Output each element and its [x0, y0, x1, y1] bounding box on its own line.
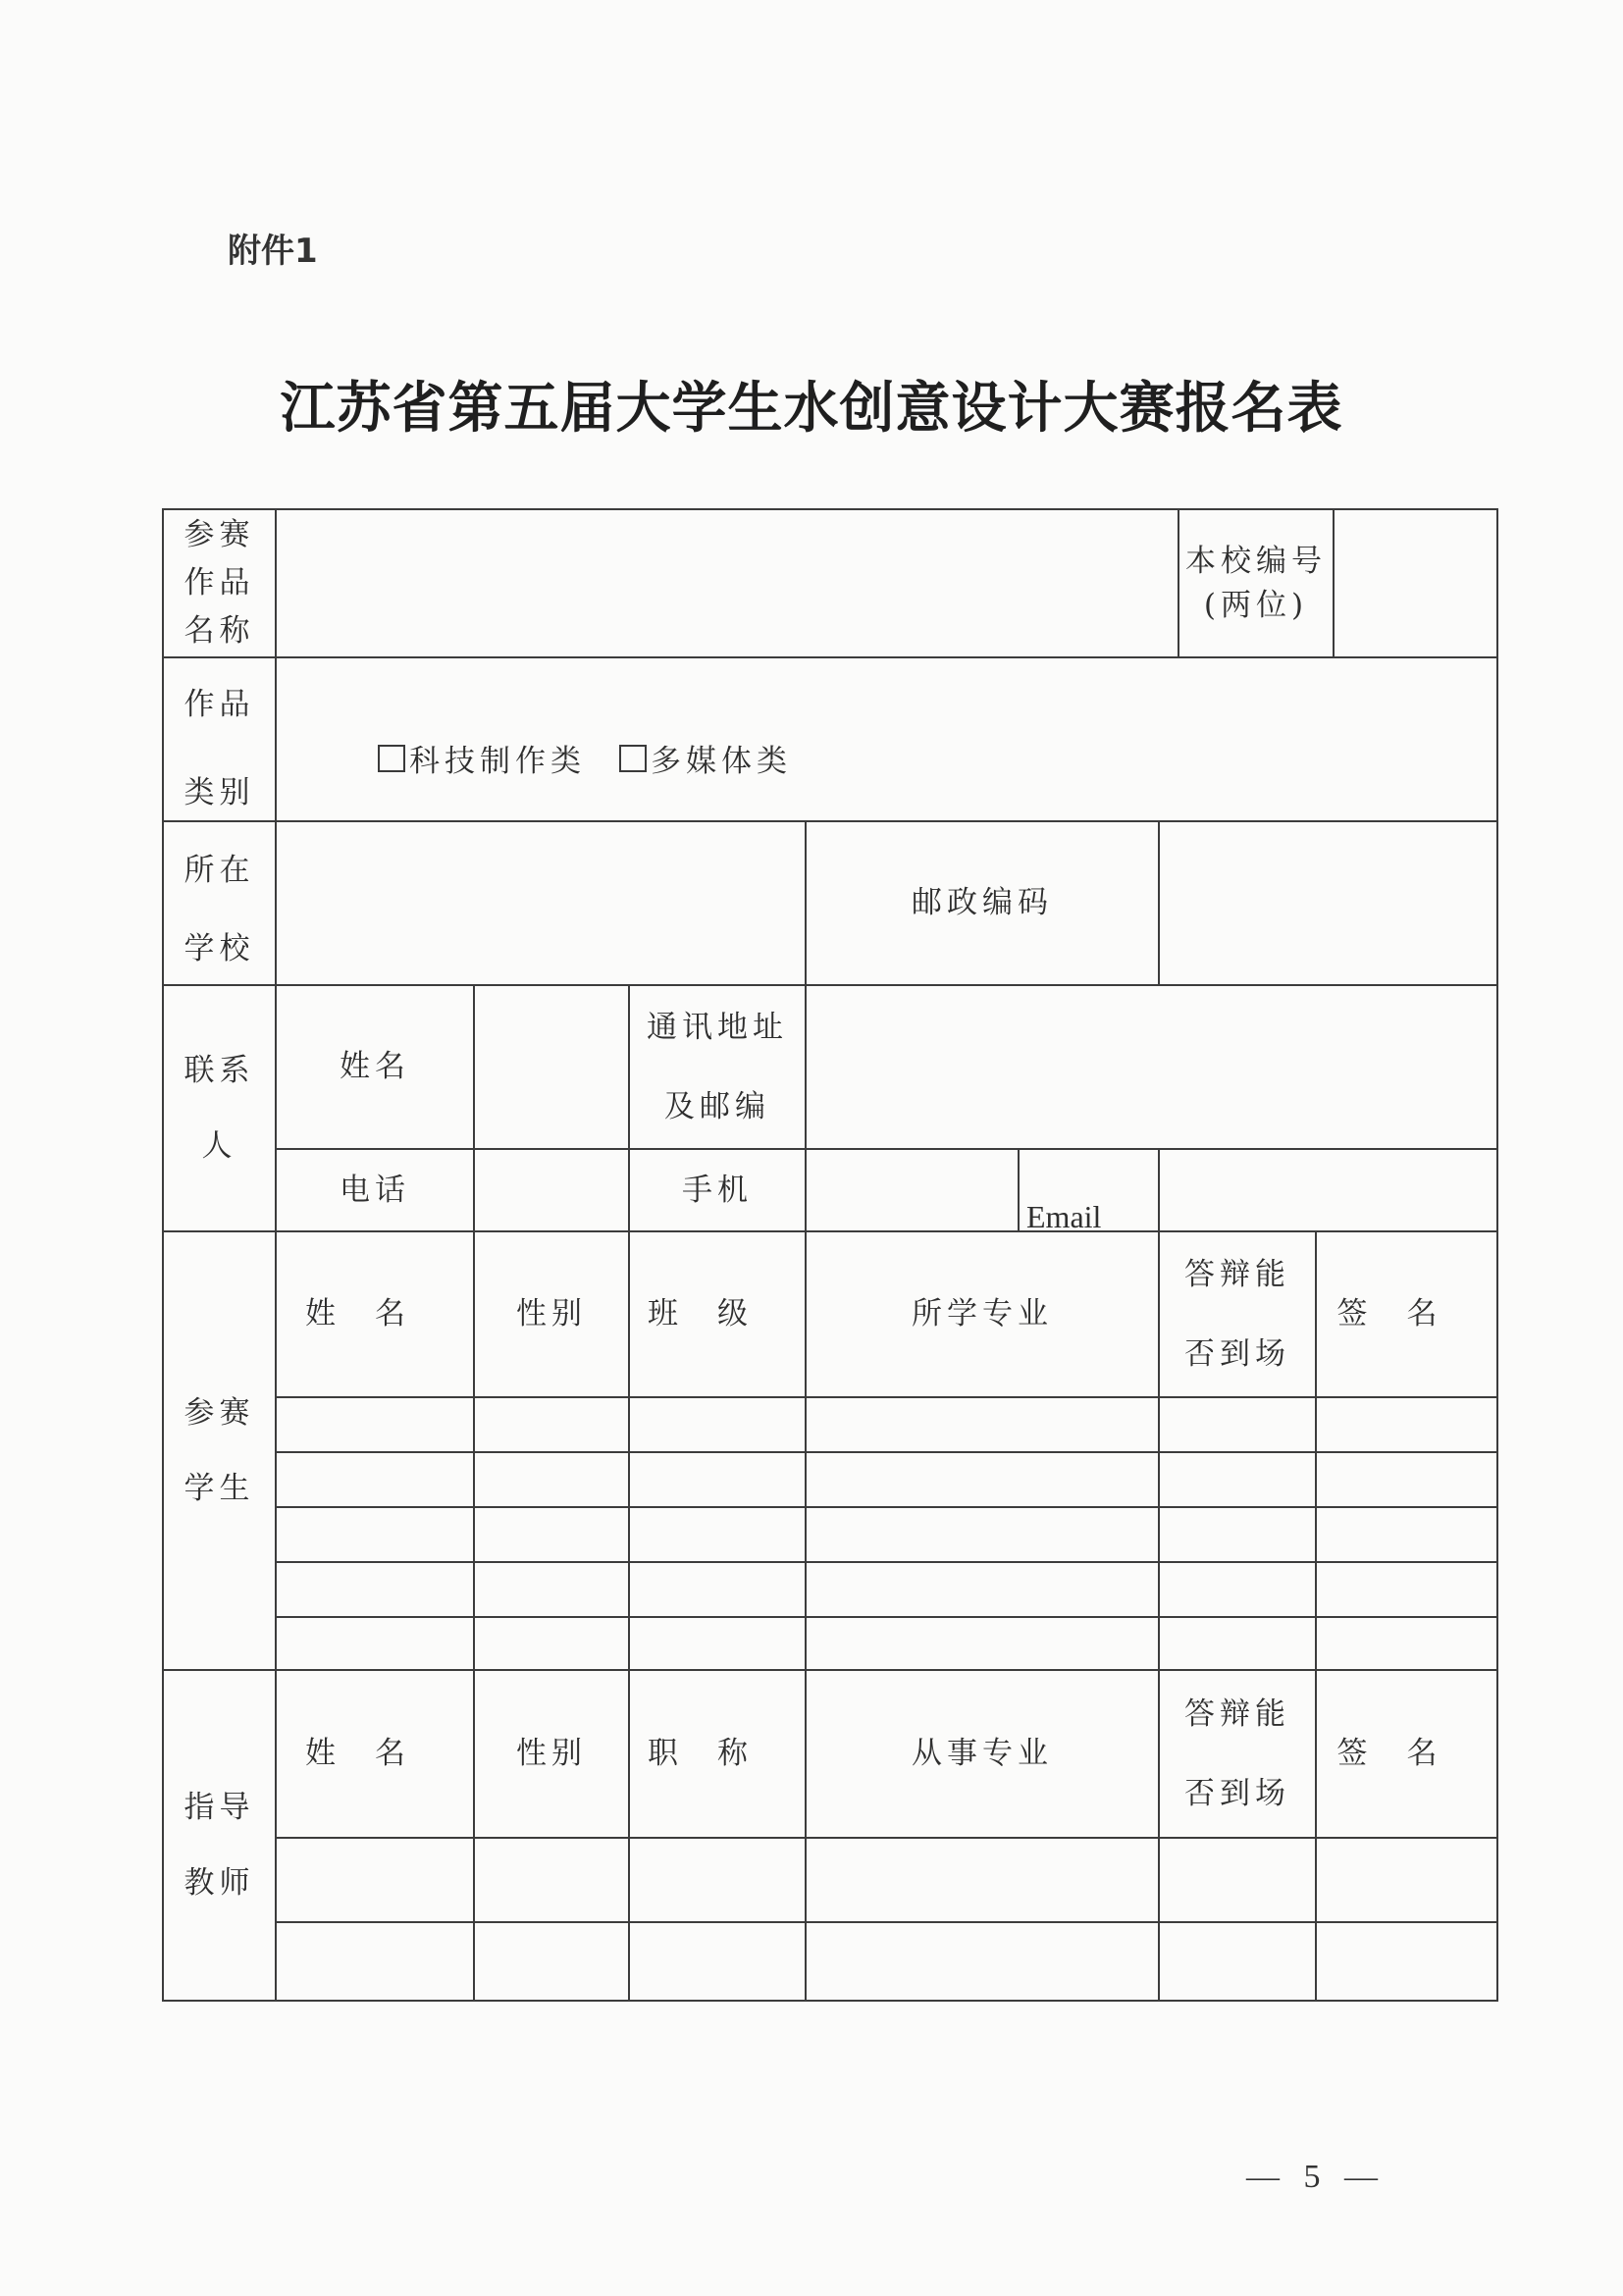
rule — [275, 1451, 1496, 1453]
address-field[interactable] — [807, 986, 1496, 1148]
option-tech[interactable] — [378, 736, 586, 780]
label-line: 学校 — [183, 931, 255, 966]
label-line: 及邮编 — [664, 1088, 770, 1124]
address-label — [630, 986, 805, 1148]
school-label — [164, 822, 275, 984]
mobile-field[interactable] — [807, 1150, 1018, 1230]
teachers-header-gender: 性别 — [516, 1736, 587, 1771]
phone-label: 电话 — [340, 1172, 410, 1208]
postcode-label: 邮政编码 — [912, 885, 1053, 920]
teachers-header-title: 职称 — [648, 1736, 787, 1771]
students-label — [164, 1232, 275, 1669]
label-line: 否到场 — [1184, 1775, 1290, 1811]
school-code-field[interactable] — [1335, 510, 1496, 656]
teachers-header-name: 姓名 — [305, 1736, 445, 1771]
work-name-field[interactable] — [277, 510, 1178, 656]
form-title: 江苏省第五届大学生水创意设计大赛报名表 — [280, 376, 1343, 441]
work-name-label — [164, 510, 275, 656]
rule — [275, 1561, 1496, 1563]
mobile-label: 手机 — [682, 1172, 753, 1208]
label-line: 作品 — [183, 565, 255, 600]
rule — [1496, 508, 1498, 2002]
label-line: 本校编号 — [1185, 543, 1327, 579]
label-line: 类别 — [183, 775, 255, 810]
contact-label — [164, 986, 275, 1230]
option-label: 科技制作类 — [409, 744, 586, 779]
label-line: 作品 — [183, 687, 255, 722]
teachers-header-major: 从事专业 — [912, 1736, 1053, 1771]
category-options — [378, 736, 792, 780]
rule — [275, 1616, 1496, 1618]
label-line: 否到场 — [1184, 1335, 1290, 1372]
checkbox-icon[interactable] — [378, 745, 405, 772]
students-header-gender: 性别 — [516, 1296, 587, 1331]
email-label: Email — [1026, 1199, 1102, 1234]
rule — [1018, 1148, 1020, 1230]
students-header-name: 姓名 — [305, 1296, 445, 1331]
label-line: 参赛 — [183, 1394, 255, 1431]
contact-name-field[interactable] — [475, 986, 628, 1148]
label-line: 人 — [201, 1127, 237, 1164]
email-field[interactable] — [1160, 1150, 1496, 1230]
rule — [275, 1837, 1496, 1839]
option-multimedia[interactable] — [619, 736, 792, 780]
school-field[interactable] — [277, 822, 805, 984]
label-line: 所在 — [183, 853, 255, 888]
phone-field[interactable] — [475, 1150, 628, 1230]
students-header-sign: 签名 — [1336, 1296, 1477, 1331]
rule — [162, 2000, 1498, 2002]
label-line: 教师 — [183, 1865, 255, 1901]
label-line: 通讯地址 — [647, 1009, 788, 1045]
category-label — [164, 658, 275, 820]
label-line: 参赛 — [183, 517, 255, 552]
rule — [275, 1921, 1496, 1923]
students-header-major: 所学专业 — [912, 1296, 1053, 1331]
teachers-header-sign: 签名 — [1336, 1736, 1477, 1771]
students-header-class: 班级 — [648, 1296, 787, 1331]
label-line: 学生 — [183, 1470, 255, 1506]
teachers-label — [164, 1671, 275, 2000]
page-number: — 5 — — [1246, 2159, 1386, 2195]
label-line: 名称 — [183, 613, 255, 649]
rule — [162, 656, 1496, 658]
label-line: 答辩能 — [1184, 1696, 1290, 1732]
checkbox-icon[interactable] — [619, 745, 647, 772]
rule — [275, 1506, 1496, 1508]
option-label: 多媒体类 — [651, 744, 792, 779]
label-line: (两位) — [1203, 587, 1309, 623]
school-code-label — [1179, 510, 1333, 656]
teachers-header-attendance — [1160, 1671, 1315, 1837]
postcode-field[interactable] — [1160, 822, 1496, 984]
rule — [275, 1396, 1496, 1398]
label-line: 联系 — [183, 1052, 255, 1088]
label-line: 指导 — [183, 1790, 255, 1825]
students-header-attendance — [1160, 1232, 1315, 1396]
contact-name-label: 姓名 — [340, 1049, 410, 1084]
label-line: 答辩能 — [1184, 1256, 1290, 1292]
attachment-label: 附件1 — [228, 232, 318, 271]
